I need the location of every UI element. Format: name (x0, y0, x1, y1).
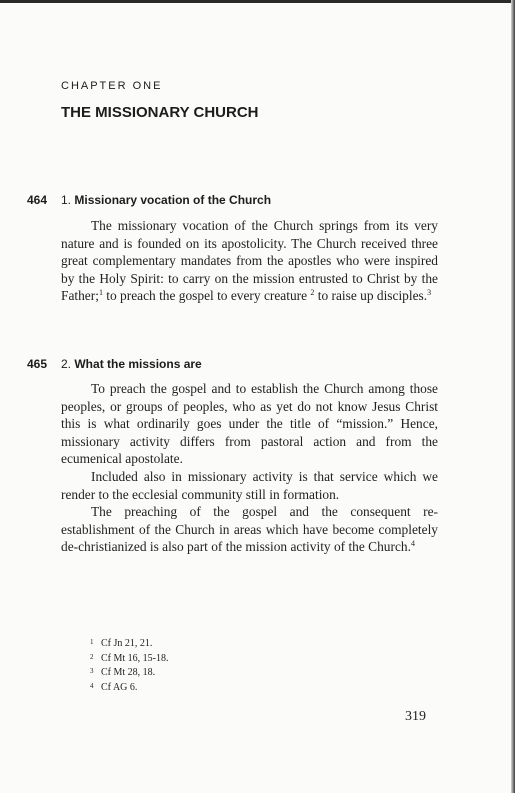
footnote-text: Cf Mt 16, 15-18. (101, 652, 169, 664)
footnote-mark: 4 (90, 681, 94, 690)
text-run: to raise up disciples. (314, 288, 428, 304)
section-heading-number: 1. (61, 193, 72, 207)
paragraph (61, 468, 438, 503)
section-heading-text: Missionary vocation of the Church (74, 193, 272, 207)
footnote-text: Cf Mt 28, 18. (101, 667, 156, 678)
footnote-ref: 4 (410, 539, 415, 549)
text-run: The preaching of the gospel and the consequent re-establishment of the Church in areas which have become completely de-christianized is also part of the mission activity of the Church. (61, 504, 438, 555)
section-heading-1 (61, 193, 271, 207)
section-number-464: 464 (27, 193, 48, 207)
footnote-ref: 2 (310, 288, 315, 298)
page-right-edge (511, 0, 515, 793)
footnote-text: Cf AG 6. (101, 681, 138, 693)
section-heading-text: What the missions are (74, 357, 202, 371)
page-top-edge (0, 0, 515, 3)
footnote-text: Cf Jn 21, 21. (101, 638, 153, 649)
paragraph (61, 380, 438, 468)
section-heading-number: 2. (61, 357, 72, 371)
chapter-label: CHAPTER ONE (61, 80, 163, 92)
section-body-464 (61, 217, 438, 305)
footnote (90, 665, 169, 680)
chapter-title: THE MISSIONARY CHURCH (61, 104, 259, 121)
footnote-mark: 1 (90, 638, 94, 646)
paragraph (61, 217, 438, 305)
footnotes (90, 636, 169, 694)
section-body-465 (61, 380, 438, 556)
text-run: To preach the gospel and to establish the Church among those peoples, or groups of peoples, who as yet do not know Jesus Christ this is what ordinarily goes under the title of “mission.” Hence, missionary activity differs from pastoral action and from the ecumenical apostolate. (61, 381, 438, 467)
text-run: Included also in missionary activity is that service which we render to the ecclesial community still in formation. (61, 468, 438, 502)
section-heading-2 (61, 357, 202, 371)
page-number: 319 (405, 709, 426, 724)
text-run: The missionary vocation of the Church springs from its very nature and is founded on its apostolicity. The Church received three great complementary mandates from the apostles who were inspired by the Holy Spirit: to carry on the mission entrusted to Christ by the Father; (61, 218, 438, 304)
text-run: to preach the gospel to every creature (102, 288, 311, 304)
footnote (90, 680, 169, 695)
paragraph (61, 503, 438, 556)
section-number-465: 465 (27, 357, 48, 371)
footnote-ref: 3 (427, 288, 432, 298)
footnote-ref: 1 (98, 288, 103, 298)
footnote (90, 651, 169, 666)
footnote (90, 636, 169, 651)
footnote-mark: 3 (90, 667, 94, 675)
footnote-mark: 2 (90, 652, 94, 661)
